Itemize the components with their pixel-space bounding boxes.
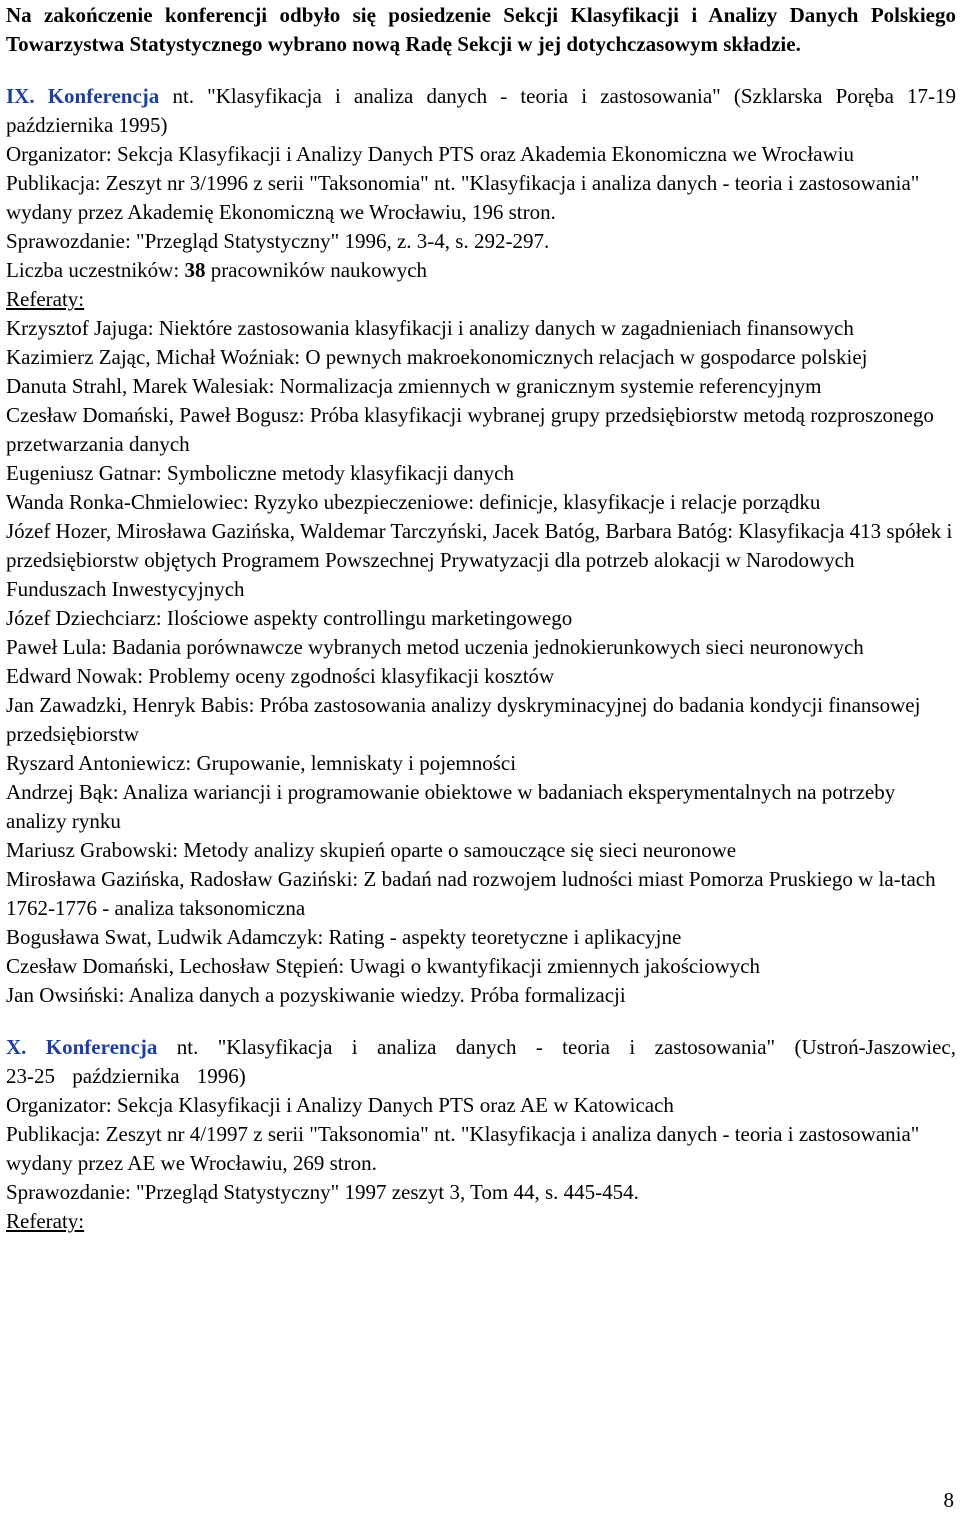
paper-entry: Józef Hozer, Mirosława Gazińska, Waldemar Tarczyński, Jacek Batóg, Barbara Batóg: Klasyfikacja 413 spółek i przedsiębiorstw objętych Programem Powszechnej Prywatyzacji dla potrzeb alokacji w Narodowych Funduszach Inwestycyjnych xyxy=(6,519,953,601)
paper-entry: Józef Dziechciarz: Ilościowe aspekty controllingu marketingowego xyxy=(6,606,573,630)
paper-entry: Mirosława Gazińska, Radosław Gaziński: Z badań nad rozwojem ludności miast Pomorza Pruskiego w la-tach 1762-1776 - analiza taksonomiczna xyxy=(6,867,936,920)
conference-x-refs-label: Referaty: xyxy=(6,1209,85,1233)
spacer xyxy=(6,59,956,82)
conference-ix xyxy=(6,82,956,1010)
paper-entry: Ryszard Antoniewicz: Grupowanie, lemniskaty i pojemności xyxy=(6,751,517,775)
paper-entry: Bogusława Swat, Ludwik Adamczyk: Rating - aspekty teoretyczne i aplikacyjne xyxy=(6,925,682,949)
paper-entry: Krzysztof Jajuga: Niektóre zastosowania klasyfikacji i analizy danych w zagadnieniach finansowych xyxy=(6,316,854,340)
paper-entry: Andrzej Bąk: Analiza wariancji i programowanie obiektowe w badaniach eksperymentalnych na potrzeby analizy rynku xyxy=(6,780,896,833)
participants-label: Liczba uczestników: xyxy=(6,258,180,282)
participants-suffix: pracowników naukowych xyxy=(210,258,428,282)
paper-entry: Wanda Ronka-Chmielowiec: Ryzyko ubezpieczeniowe: definicje, klasyfikacje i relacje porządku xyxy=(6,490,821,514)
conference-ix-publication: Publikacja: Zeszyt nr 3/1996 z serii "Taksonomia" nt. "Klasyfikacja i analiza danych - teoria i zastosowania" wydany przez Akademię Ekonomiczną we Wrocławiu, 196 stron. xyxy=(6,171,920,224)
paper-entry: Danuta Strahl, Marek Walesiak: Normalizacja zmiennych w granicznym systemie referencyjnym xyxy=(6,374,822,398)
conference-ix-refs-label: Referaty: xyxy=(6,287,85,311)
conference-ix-participants xyxy=(6,256,956,285)
conference-x-report: Sprawozdanie: "Przegląd Statystyczny" 1997 zeszyt 3, Tom 44, s. 445-454. xyxy=(6,1180,639,1204)
document-page xyxy=(6,0,956,1236)
conference-x-number: X. xyxy=(6,1035,27,1059)
conference-x-heading xyxy=(6,1033,956,1091)
paper-entry: Mariusz Grabowski: Metody analizy skupień oparte o samouczące się sieci neuronowe xyxy=(6,838,737,862)
paper-entry: Czesław Domański, Lechosław Stępień: Uwagi o kwantyfikacji zmiennych jakościowych xyxy=(6,954,761,978)
conference-x xyxy=(6,1033,956,1236)
conference-ix-number: IX. xyxy=(6,84,35,108)
paper-entry: Kazimierz Zając, Michał Woźniak: O pewnych makroekonomicznych relacjach w gospodarce polskiej xyxy=(6,345,868,369)
papers-list xyxy=(6,314,956,1010)
conference-x-organizer: Organizator: Sekcja Klasyfikacji i Analizy Danych PTS oraz AE w Katowicach xyxy=(6,1093,674,1117)
conference-ix-report: Sprawozdanie: "Przegląd Statystyczny" 1996, z. 3-4, s. 292-297. xyxy=(6,229,550,253)
intro-paragraph: Na zakończenie konferencji odbyło się posiedzenie Sekcji Klasyfikacji i Analizy Danych Polskiego Towarzystwa Statystycznego wybrano nową Radę Sekcji w jej dotychczasowym składzie. xyxy=(6,3,956,56)
conference-ix-heading xyxy=(6,82,956,140)
paper-entry: Paweł Lula: Badania porównawcze wybranych metod uczenia jednokierunkowych sieci neuronowych xyxy=(6,635,864,659)
paper-entry: Jan Owsiński: Analiza danych a pozyskiwanie wiedzy. Próba formalizacji xyxy=(6,983,626,1007)
conference-ix-title: nt. "Klasyfikacja i analiza danych - teoria i zastosowania" (Szklarska Poręba 17-19 października 1995) xyxy=(6,84,957,137)
conference-x-publication: Publikacja: Zeszyt nr 4/1997 z serii "Taksonomia" nt. "Klasyfikacja i analiza danych - teoria i zastosowania" wydany przez AE we Wrocławiu, 269 stron. xyxy=(6,1122,920,1175)
paper-entry: Jan Zawadzki, Henryk Babis: Próba zastosowania analizy dyskryminacyjnej do badania kondycji finansowej przedsiębiorstw xyxy=(6,693,921,746)
paper-entry: Edward Nowak: Problemy oceny zgodności klasyfikacji kosztów xyxy=(6,664,555,688)
conference-ix-organizer: Organizator: Sekcja Klasyfikacji i Analizy Danych PTS oraz Akademia Ekonomiczna we Wrocławiu xyxy=(6,142,855,166)
paper-entry: Eugeniusz Gatnar: Symboliczne metody klasyfikacji danych xyxy=(6,461,514,485)
conference-ix-word: Konferencja xyxy=(47,84,160,108)
page-number: 8 xyxy=(943,1488,954,1512)
paper-entry: Czesław Domański, Paweł Bogusz: Próba klasyfikacji wybranej grupy przedsiębiorstw metodą rozproszonego przetwarzania danych xyxy=(6,403,934,456)
conference-x-title: nt. "Klasyfikacja i analiza danych - teoria i zastosowania" (Ustroń-Jaszowiec, 23-25 października 1996) xyxy=(6,1035,957,1088)
participants-count: 38 xyxy=(184,258,206,282)
conference-x-word: Konferencja xyxy=(45,1035,158,1059)
spacer xyxy=(6,1010,956,1033)
